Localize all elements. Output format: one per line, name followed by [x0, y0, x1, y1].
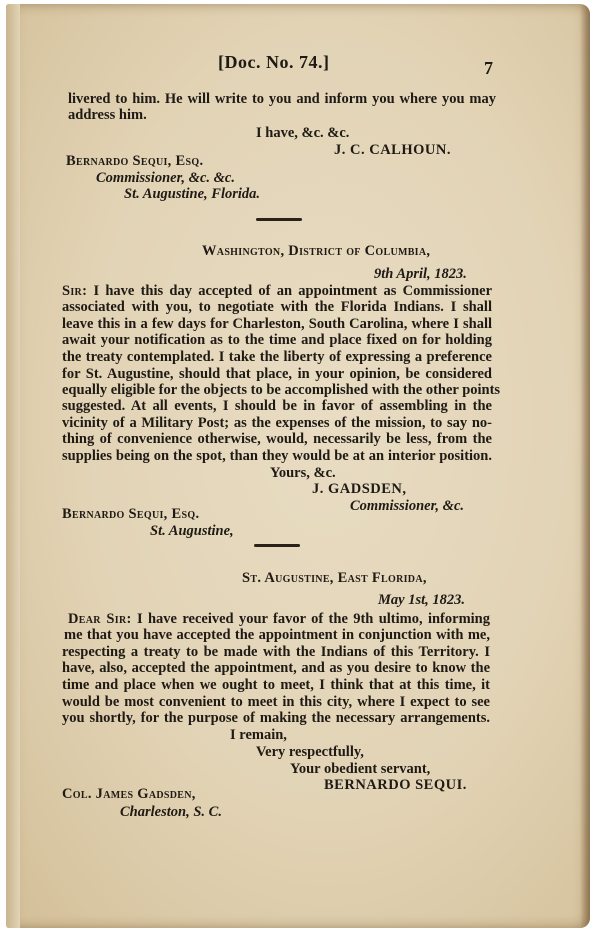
letter3-line-4: have, also, accepted the appointment, and as you desire to know the	[62, 660, 490, 676]
letter2-line-6: for St. Augustine, should that place, in your opinion, be considered	[62, 366, 492, 382]
letter2-line-3: leave this in a few days for Charleston, South Carolina, where I shall	[62, 316, 492, 332]
letter3-line-7: you shortly, for the purpose of making the necessary arrangements.	[62, 710, 490, 726]
letter3-date: May 1st, 1823.	[378, 592, 465, 608]
page-edge-shadow	[580, 4, 590, 928]
letter2-line-8: suggested. At all events, I should be in favor of assembling in the	[62, 398, 492, 414]
page-number: 7	[484, 58, 493, 78]
letter2-line-1	[62, 283, 492, 299]
letter3-addressee-place: Charleston, S. C.	[120, 804, 222, 820]
letter3-line-6: would be most convenient to meet in this city, where I expect to see	[62, 694, 490, 710]
letter1-addressee-name: Bernardo Sequi, Esq.	[66, 153, 204, 169]
letter2-closing: Yours, &c.	[270, 465, 336, 481]
letter3-closing-2: Very respectfully,	[256, 744, 364, 760]
section-divider	[256, 218, 302, 221]
letter2-line-10: thing of convenience otherwise, would, necessarily be less, from the	[62, 431, 492, 447]
letter3-signature: BERNARDO SEQUI.	[324, 777, 467, 793]
letter2-signature-title: Commissioner, &c.	[350, 498, 465, 514]
letter2-place: Washington, District of Columbia,	[202, 243, 431, 259]
letter1-closing: I have, &c. &c.	[256, 125, 350, 141]
letter1-line-1: livered to him. He will write to you and inform you where you may	[68, 91, 496, 107]
letter2-date: 9th April, 1823.	[374, 266, 467, 282]
letter2-line-1-text: I have this day accepted of an appointment as Commissioner	[93, 283, 493, 299]
letter3-addressee-name: Col. James Gadsden,	[62, 786, 196, 802]
letter3-line-1-text: I have received your favor of the 9th ultimo, informing	[137, 611, 490, 627]
letter2-line-7: equally eligible for the objects to be accomplished with the other points	[62, 382, 501, 398]
section-divider-2	[254, 544, 300, 547]
letter2-salutation: Sir:	[62, 283, 88, 299]
page-spine-shadow	[6, 4, 20, 928]
letter3-line-5: time and place when we ought to meet, I think that at this time, it	[62, 677, 490, 693]
letter2-line-11: supplies being on the spot, than they would be at an interior position.	[62, 448, 492, 464]
letter2-addressee-name: Bernardo Sequi, Esq.	[62, 506, 200, 522]
document-page	[6, 4, 590, 928]
letter2-addressee-place: St. Augustine,	[150, 523, 234, 539]
letter2-signature: J. GADSDEN,	[312, 481, 407, 497]
letter3-closing-3: Your obedient servant,	[290, 761, 431, 777]
letter2-line-5: the treaty contemplated. I take the liberty of expressing a preference	[62, 349, 492, 365]
doc-number-header: [Doc. No. 74.]	[218, 52, 330, 72]
letter2-line-2: associated with you, to negotiate with the Florida Indians. I shall	[62, 299, 492, 315]
letter3-line-1	[68, 611, 490, 627]
letter2-line-4: await your notification as to the time and place fixed on for holding	[62, 332, 492, 348]
letter3-line-2: me that you have accepted the appointment in conjunction with me,	[64, 627, 490, 643]
letter1-addressee-place: St. Augustine, Florida.	[124, 186, 261, 202]
letter3-salutation: Dear Sir:	[68, 611, 132, 627]
letter1-signature: J. C. CALHOUN.	[334, 142, 451, 158]
letter1-addressee-title: Commissioner, &c. &c.	[96, 170, 235, 186]
letter3-line-3: respecting a treaty to be made with the Indians of this Territory. I	[62, 644, 490, 660]
letter1-line-2: address him.	[68, 107, 147, 123]
letter3-closing-1: I remain,	[230, 727, 287, 743]
letter3-place: St. Augustine, East Florida,	[242, 570, 427, 586]
letter2-line-9: vicinity of a Military Post; as the expenses of the mission, to say no-	[62, 415, 492, 431]
